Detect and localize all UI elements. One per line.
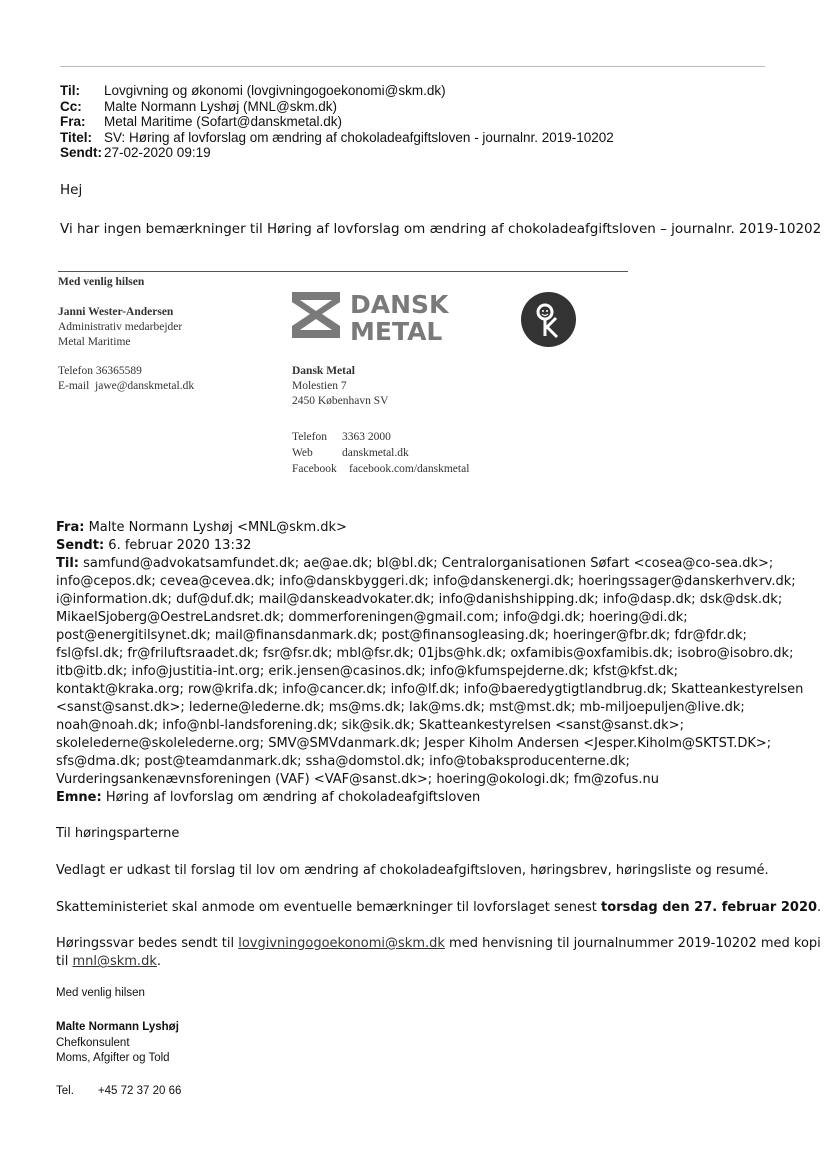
header-from-label: Fra: <box>60 114 86 130</box>
signature-contact <box>58 364 194 394</box>
fwd-to-line: MikaelSjoberg@OestreLandsret.dk; dommerforeningen@gmail.com; info@dgi.dk; hoering@di.dk; <box>56 610 688 625</box>
email-header <box>60 83 614 161</box>
org-name: Dansk Metal <box>292 365 355 377</box>
sender-phone <box>56 1085 181 1097</box>
fwd-to-line: i@information.dk; duf@duf.dk; mail@danskeadvokater.dk; info@danishshipping.dk; info@dasp.dk; dsk@dsk.dk; <box>56 592 783 607</box>
fwd-to-line: itb@itb.dk; info@justitia-int.org; erik.jensen@casinos.dk; info@kfumspejderne.dk; kfst@kfst.dk; <box>56 664 679 679</box>
header-subject-value: SV: Høring af lovforslag om ændring af chokoladeafgiftsloven - journalnr. 2019-10202 <box>104 129 614 145</box>
body-p3-cc-link[interactable]: mnl@skm.dk <box>72 954 157 969</box>
fwd-sent-label: Sendt: <box>56 538 105 553</box>
dansk-metal-logo-mark <box>292 290 462 346</box>
sender-tel-label: Tel. <box>56 1085 74 1097</box>
fwd-to-line: fsl@fsl.dk; fr@friluftsraadet.dk; fsr@fsr.dk; mbl@fsr.dk; 01jbs@hk.dk; oxfamibis@oxfamibis.dk; isobro@isobro.dk; <box>56 646 794 661</box>
body-paragraph-2 <box>56 900 821 915</box>
signature-name: Janni Wester-Andersen <box>58 306 174 318</box>
fwd-subject-value: Høring af lovforslag om ændring af chokoladeafgiftsloven <box>105 790 481 805</box>
body-p3-email-link[interactable]: lovgivningogoekonomi@skm.dk <box>238 936 445 951</box>
body-p2-deadline: torsdag den 27. februar 2020 <box>601 900 818 915</box>
signature-closing: Med venlig hilsen <box>58 276 145 288</box>
fwd-to-line: sfs@dma.dk; post@teamdanmark.dk; ssha@domstol.dk; info@tobaksproducenterne.dk; <box>56 754 630 769</box>
header-cc-row <box>60 99 614 115</box>
logo-line1: DANSK <box>350 290 449 319</box>
fwd-to-line: kontakt@kraka.org; row@krifa.dk; info@cancer.dk; info@lf.dk; info@baeredygtigtlandbrug.dk; Skatteankestyrelsen <box>56 682 804 697</box>
body-closing: Med venlig hilsen <box>56 987 145 999</box>
reply-greeting: Hej <box>60 182 83 198</box>
fwd-to-line: Vurderingsankenævnsforeningen (VAF) <VAF@sanst.dk>; hoering@okologi.dk; fm@zofus.nu <box>56 772 659 787</box>
header-from-row <box>60 114 614 130</box>
header-from-value: Metal Maritime (Sofart@danskmetal.dk) <box>104 114 343 130</box>
body-p2-text: Skatteministeriet skal anmode om eventuelle bemærkninger til lovforslaget senest <box>56 900 602 915</box>
fwd-to-label: Til: <box>56 556 79 571</box>
fwd-from-label: Fra: <box>56 520 85 535</box>
org-tel-label: Telefon <box>292 431 327 443</box>
header-to-row <box>60 83 614 99</box>
body-paragraph-3 <box>56 935 821 971</box>
fwd-subject-label: Emne: <box>56 790 102 805</box>
body-p3-end: . <box>156 954 161 969</box>
signature-person <box>58 305 182 350</box>
header-sent-label: Sendt: <box>60 145 102 161</box>
fwd-sent-value: 6. februar 2020 13:32 <box>108 538 252 553</box>
forwarded-header <box>56 519 804 807</box>
org-street: Molestien 7 <box>292 380 347 392</box>
fwd-to-line: post@energitilsynet.dk; mail@finansdanmark.dk; post@finansogleasing.dk; hoeringer@fbr.dk; fdr@fdr.dk; <box>56 628 747 643</box>
fwd-to-line: samfund@advokatsamfundet.dk; ae@ae.dk; bl@bl.dk; Centralorganisationen Søfart <cosea@co-sea.dk>; <box>83 556 774 571</box>
sender-title: Chefkonsulent <box>56 1036 130 1049</box>
sender-tel: +45 72 37 20 66 <box>97 1085 182 1097</box>
header-subject-label: Titel: <box>60 129 93 145</box>
sender-signature <box>56 1020 179 1067</box>
org-web-link[interactable]: danskmetal.dk <box>342 447 409 459</box>
header-sent-row <box>60 145 614 161</box>
signature-phone-label: Telefon <box>58 365 93 377</box>
header-subject-row <box>60 130 614 146</box>
signature-email-link[interactable]: jawe@danskmetal.dk <box>95 380 195 392</box>
header-cc-label: Cc: <box>60 98 82 114</box>
reply-body: Vi har ingen bemærkninger til Høring af lovforslag om ændring af chokoladeafgiftsloven – journalnr. 2019-10202 <box>60 221 822 237</box>
body-salutation: Til høringsparterne <box>56 826 180 841</box>
fwd-to-line: <sanst@sanst.dk>; lederne@lederne.dk; ms@ms.dk; lak@ms.dk; mst@mst.dk; mb-miljoepuljen@live.dk; <box>56 700 745 715</box>
sender-department: Moms, Afgifter og Told <box>56 1052 170 1064</box>
fwd-from-value: Malte Normann Lyshøj <MNL@skm.dk> <box>88 520 347 535</box>
fwd-to-line: noah@noah.dk; info@nbl-landsforening.dk; sik@sik.dk; Skatteankestyrelsen <sanst@sanst.dk>; <box>56 718 684 733</box>
header-sent-value: 27-02-2020 09:19 <box>104 145 211 161</box>
signature-email-label: E-mail <box>58 380 90 392</box>
body-paragraph-1: Vedlagt er udkast til forslag til lov om ændring af chokoladeafgiftsloven, høringsbrev, høringsliste og resumé. <box>56 863 769 878</box>
dansk-metal-logo <box>292 290 462 346</box>
org-contact <box>292 429 469 477</box>
body-p3-line2: til <box>56 954 73 969</box>
ok-badge-icon <box>521 292 576 347</box>
logo-line2: METAL <box>350 317 443 346</box>
body-p3-text: Høringssvar bedes sendt til <box>56 936 239 951</box>
org-tel: 3363 2000 <box>342 431 391 443</box>
signature-divider <box>58 271 628 272</box>
top-divider <box>60 66 765 67</box>
org-city: 2450 København SV <box>292 395 389 407</box>
fwd-to-line: info@cepos.dk; cevea@cevea.dk; info@danskbyggeri.dk; info@danskenergi.dk; hoeringssager@danskerhverv.dk; <box>56 574 796 589</box>
header-cc-value: Malte Normann Lyshøj (MNL@skm.dk) <box>104 98 338 114</box>
body-p3-mid: med henvisning til journalnummer 2019-10202 med kopi <box>444 936 821 951</box>
header-to-value: Lovgivning og økonomi (lovgivningogoekonomi@skm.dk) <box>104 83 446 98</box>
fwd-to-line: skolelederne@skolelederne.org; SMV@SMVdanmark.dk; Jesper Kiholm Andersen <Jesper.Kiholm@SKTST.DK>; <box>56 736 772 751</box>
signature-title: Administrativ medarbejder <box>58 321 183 333</box>
sender-name: Malte Normann Lyshøj <box>56 1021 179 1033</box>
signature-department: Metal Maritime <box>58 336 131 348</box>
body-p2-end: . <box>817 900 822 915</box>
signature-phone: 36365589 <box>95 365 142 377</box>
header-to-label: Til: <box>60 83 80 98</box>
org-fb-label: Facebook <box>292 463 337 475</box>
org-address <box>292 364 388 409</box>
org-fb-link[interactable]: facebook.com/danskmetal <box>349 463 470 475</box>
org-web-label: Web <box>292 447 313 459</box>
